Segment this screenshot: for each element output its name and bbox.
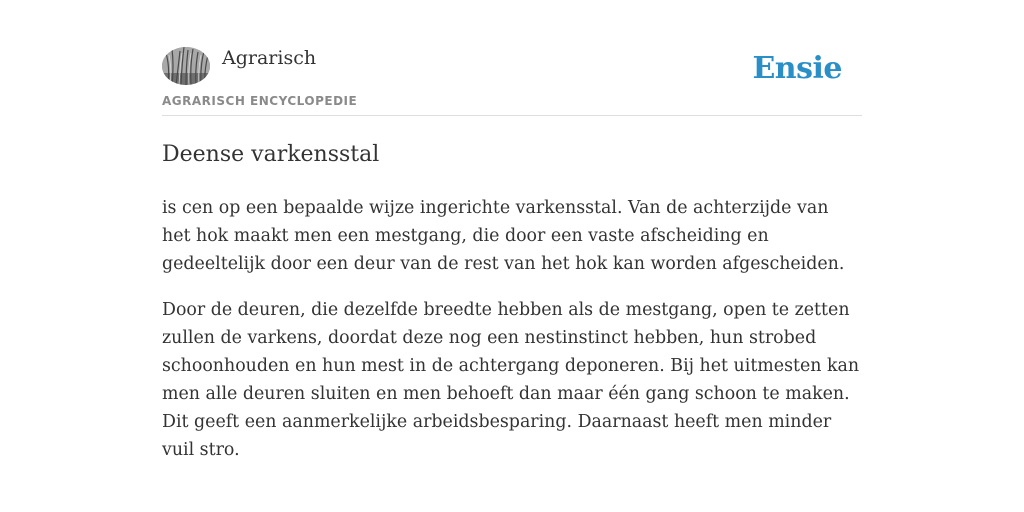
header bbox=[162, 44, 862, 116]
article-paragraph: Door de deuren, die dezelfde breedte hebben als de mestgang, open te zetten zullen de varkens, doordat deze nog een nestinstinct hebben, hun strobed schoonhouden en hun mest in de achtergang deponeren. Bij het uitmesten kan men alle deuren sluiten en men behoeft dan maar één gang schoon te maken. Dit geeft een aanmerkelijke arbeidsbesparing. Daarnaast heeft men minder vuil stro. bbox=[162, 300, 860, 460]
article bbox=[162, 140, 862, 482]
wheat-field-icon[interactable] bbox=[162, 47, 210, 85]
source-subtitle: AGRARISCH ENCYCLOPEDIE bbox=[162, 94, 358, 108]
article-title: Deense varkensstal bbox=[162, 142, 380, 167]
brand-logo[interactable]: Ensie bbox=[752, 51, 842, 86]
header-divider bbox=[162, 115, 862, 116]
article-paragraph: is cen op een bepaalde wijze ingerichte varkensstal. Van de achterzijde van het hok maakt men een mestgang, die door een vaste afscheiding en gedeeltelijk door een deur van de rest van het hok kan worden afgescheiden. bbox=[162, 198, 845, 274]
source-name[interactable]: Agrarisch bbox=[222, 47, 317, 69]
